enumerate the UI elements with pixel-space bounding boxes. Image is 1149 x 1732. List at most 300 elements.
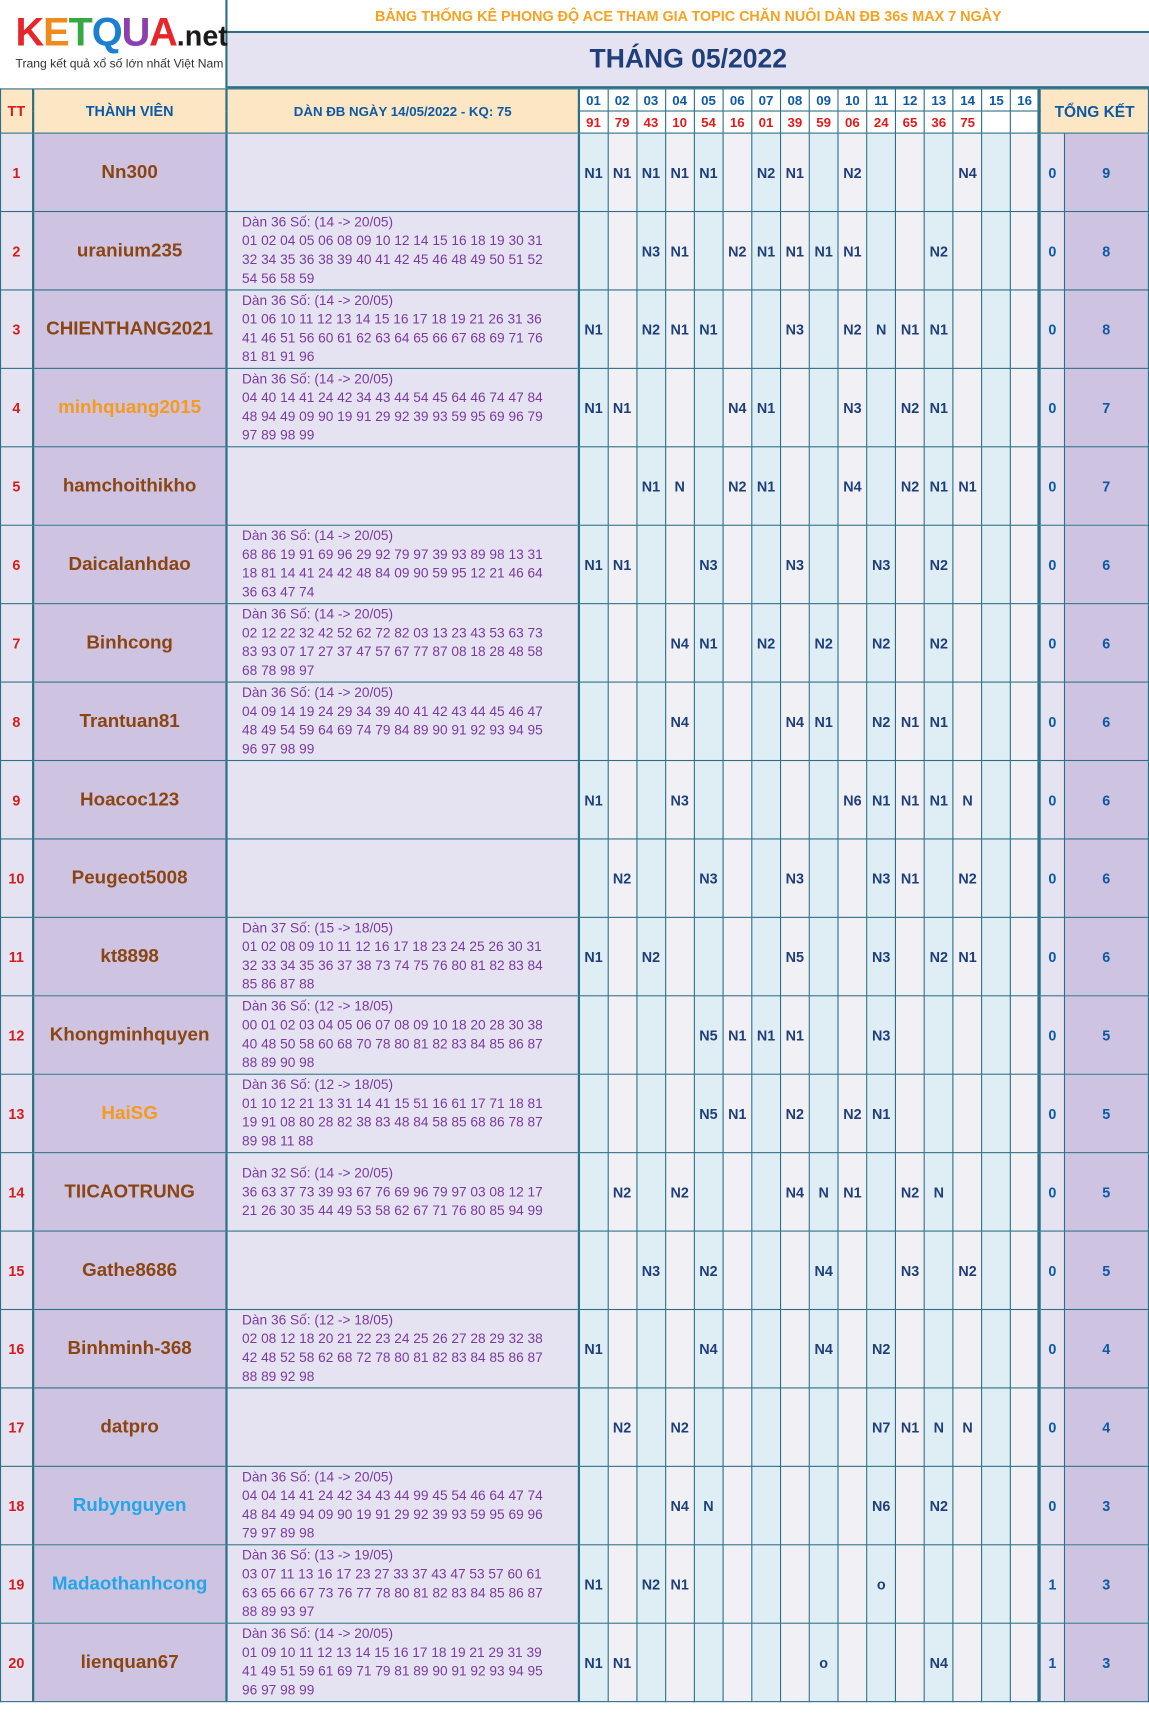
- day-mark: [752, 1545, 781, 1623]
- day-mark: [1011, 212, 1040, 290]
- row-number: 1: [1, 133, 33, 211]
- day-mark: [723, 604, 752, 682]
- day-mark: [579, 1466, 608, 1544]
- dan-numbers: [227, 996, 579, 1074]
- day-mark: N1: [636, 447, 665, 525]
- member-name: TIICAOTRUNG: [33, 1153, 227, 1231]
- total-hits: 0: [1040, 1388, 1064, 1466]
- day-mark: [896, 1310, 925, 1388]
- day-header: 11: [867, 89, 896, 111]
- total-count: 3: [1064, 1545, 1148, 1623]
- day-mark: [809, 996, 838, 1074]
- total-count: 6: [1064, 682, 1148, 760]
- day-mark: N1: [896, 839, 925, 917]
- dan-line: 02 12 22 32 42 52 62 72 82 03 13 23 43 53 63 73: [242, 625, 543, 641]
- day-mark: N1: [579, 525, 608, 603]
- row-number: 20: [1, 1623, 33, 1701]
- day-mark: N1: [838, 1153, 867, 1231]
- day-mark: N1: [896, 290, 925, 368]
- day-mark: [838, 1466, 867, 1544]
- day-mark: [982, 1153, 1011, 1231]
- day-mark: [665, 1074, 694, 1152]
- day-header: 12: [896, 89, 925, 111]
- day-mark: N2: [924, 917, 953, 995]
- day-mark: [665, 368, 694, 446]
- total-count: 4: [1064, 1310, 1148, 1388]
- dan-line: 40 48 50 58 60 68 70 78 80 81 82 83 84 85 86 87: [242, 1036, 543, 1052]
- dan-line: 89 98 11 88: [242, 1133, 314, 1149]
- day-mark: N3: [867, 839, 896, 917]
- day-mark: [752, 761, 781, 839]
- member-name: Khongminhquyen: [33, 996, 227, 1074]
- day-mark: N1: [752, 368, 781, 446]
- logo-letter: K: [15, 8, 44, 55]
- day-mark: [1011, 996, 1040, 1074]
- day-mark: N4: [723, 368, 752, 446]
- day-mark: [1011, 1623, 1040, 1701]
- day-mark: [608, 917, 637, 995]
- day-mark: N4: [809, 1231, 838, 1309]
- ketqua-logo[interactable]: [0, 0, 228, 88]
- day-mark: [896, 917, 925, 995]
- dan-line: 88 89 90 98: [242, 1054, 315, 1071]
- day-mark: [982, 1310, 1011, 1388]
- dan-line: 36 63 47 74: [242, 584, 315, 600]
- day-mark: o: [809, 1623, 838, 1701]
- dan-line: Dàn 36 Số: (14 -> 20/05): [242, 1625, 394, 1642]
- day-header: 01: [579, 89, 608, 111]
- day-mark: [608, 761, 637, 839]
- day-mark: [1011, 604, 1040, 682]
- day-mark: [982, 290, 1011, 368]
- day-mark: [636, 1074, 665, 1152]
- day-mark: [924, 1074, 953, 1152]
- day-mark: [579, 604, 608, 682]
- member-row: [1, 133, 1149, 211]
- dan-line: 83 93 07 17 27 37 47 57 67 77 87 08 18 28 48 58: [242, 643, 543, 660]
- day-mark: N1: [694, 604, 723, 682]
- day-mark: N: [924, 1388, 953, 1466]
- member-row: [1, 839, 1149, 917]
- sheet-banner: BẢNG THỐNG KÊ PHONG ĐỘ ACE THAM GIA TOPIC CHĂN NUÔI DÀN ĐB 36s MAX 7 NGÀY: [228, 0, 1149, 33]
- day-mark: [636, 1466, 665, 1544]
- day-mark: N2: [924, 525, 953, 603]
- day-mark: [982, 1545, 1011, 1623]
- day-mark: [924, 996, 953, 1074]
- day-mark: N7: [867, 1388, 896, 1466]
- day-mark: [953, 368, 982, 446]
- day-mark: [809, 1074, 838, 1152]
- day-mark: [694, 682, 723, 760]
- day-mark: [636, 1153, 665, 1231]
- member-name: Gathe8686: [33, 1231, 227, 1309]
- member-row: [1, 1388, 1149, 1466]
- day-mark: [780, 1623, 809, 1701]
- day-result: 16: [723, 111, 752, 133]
- member-name: kt8898: [33, 917, 227, 995]
- member-row: [1, 1466, 1149, 1544]
- day-mark: [896, 996, 925, 1074]
- total-hits: 0: [1040, 212, 1064, 290]
- total-hits: 0: [1040, 839, 1064, 917]
- day-mark: [896, 1545, 925, 1623]
- total-hits: 0: [1040, 761, 1064, 839]
- day-mark: [809, 1466, 838, 1544]
- day-mark: [579, 839, 608, 917]
- day-header: 04: [665, 89, 694, 111]
- day-mark: [752, 839, 781, 917]
- dan-line: Dàn 36 Số: (13 -> 19/05): [242, 1547, 394, 1564]
- logo-wordmark: [15, 9, 227, 55]
- day-mark: [694, 447, 723, 525]
- day-header: 08: [780, 89, 809, 111]
- day-mark: [896, 525, 925, 603]
- dan-numbers: [227, 1623, 579, 1701]
- day-header: 16: [1011, 89, 1040, 111]
- day-mark: [809, 917, 838, 995]
- member-row: [1, 1153, 1149, 1231]
- dan-line: Dàn 36 Số: (14 -> 20/05): [242, 527, 394, 544]
- member-name: CHIENTHANG2021: [33, 290, 227, 368]
- dan-line: 04 04 14 41 24 42 34 43 44 99 45 54 46 64 47 74: [242, 1487, 543, 1504]
- dan-line: 88 89 92 98: [242, 1368, 315, 1385]
- day-mark: [1011, 133, 1040, 211]
- dan-line: 04 09 14 19 24 29 34 39 40 41 42 43 44 45 46 47: [242, 703, 543, 720]
- row-number: 13: [1, 1074, 33, 1152]
- day-mark: [608, 1074, 637, 1152]
- day-mark: [1011, 1388, 1040, 1466]
- day-mark: [780, 1466, 809, 1544]
- day-mark: [579, 1153, 608, 1231]
- day-mark: [838, 996, 867, 1074]
- day-mark: N2: [608, 839, 637, 917]
- dan-numbers: [227, 1153, 579, 1231]
- dan-line: 02 08 12 18 20 21 22 23 24 25 26 27 28 29 32 38: [242, 1331, 543, 1347]
- dan-numbers: [227, 917, 579, 995]
- day-mark: N2: [608, 1153, 637, 1231]
- dan-line: 48 94 49 09 90 19 91 29 92 39 93 59 95 69 96 79: [242, 408, 543, 425]
- row-number: 6: [1, 525, 33, 603]
- day-mark: [982, 212, 1011, 290]
- day-mark: [1011, 1545, 1040, 1623]
- dan-line: 88 89 93 97: [242, 1603, 315, 1620]
- day-mark: N2: [953, 839, 982, 917]
- total-hits: 0: [1040, 1153, 1064, 1231]
- logo-letter: Q: [91, 8, 122, 55]
- row-number: 3: [1, 290, 33, 368]
- row-number: 12: [1, 996, 33, 1074]
- day-mark: [982, 447, 1011, 525]
- day-mark: N3: [780, 525, 809, 603]
- member-name: lienquan67: [33, 1623, 227, 1701]
- member-row: [1, 368, 1149, 446]
- dan-line: Dàn 36 Số: (14 -> 20/05): [242, 684, 394, 701]
- day-mark: [982, 1466, 1011, 1544]
- total-hits: 0: [1040, 1074, 1064, 1152]
- day-mark: N1: [608, 133, 637, 211]
- day-mark: [579, 447, 608, 525]
- total-hits: 0: [1040, 368, 1064, 446]
- day-mark: N: [924, 1153, 953, 1231]
- day-mark: [953, 682, 982, 760]
- day-mark: N2: [867, 1310, 896, 1388]
- dan-line: 41 49 51 59 61 69 71 79 81 89 90 91 92 93 94 95: [242, 1663, 543, 1679]
- day-mark: [608, 290, 637, 368]
- day-mark: N: [953, 761, 982, 839]
- day-mark: [665, 917, 694, 995]
- day-mark: [953, 1623, 982, 1701]
- total-hits: 1: [1040, 1623, 1064, 1701]
- member-name: Binhminh-368: [33, 1310, 227, 1388]
- day-mark: N1: [665, 212, 694, 290]
- day-mark: [1011, 447, 1040, 525]
- day-mark: [780, 1231, 809, 1309]
- day-mark: N1: [579, 761, 608, 839]
- day-mark: [867, 133, 896, 211]
- row-number: 19: [1, 1545, 33, 1623]
- day-mark: N1: [780, 133, 809, 211]
- member-row: [1, 1310, 1149, 1388]
- day-mark: [953, 290, 982, 368]
- total-hits: 0: [1040, 604, 1064, 682]
- day-mark: N2: [896, 447, 925, 525]
- day-mark: [608, 1466, 637, 1544]
- total-hits: 0: [1040, 133, 1064, 211]
- day-mark: N1: [838, 212, 867, 290]
- day-mark: N2: [636, 290, 665, 368]
- day-mark: [752, 1388, 781, 1466]
- day-mark: [1011, 761, 1040, 839]
- day-mark: N1: [924, 368, 953, 446]
- day-mark: N2: [838, 1074, 867, 1152]
- logo-letter: T: [68, 8, 92, 55]
- day-mark: N1: [665, 290, 694, 368]
- day-mark: N2: [636, 917, 665, 995]
- total-count: 9: [1064, 133, 1148, 211]
- day-mark: N1: [694, 290, 723, 368]
- day-mark: N4: [809, 1310, 838, 1388]
- total-count: 4: [1064, 1388, 1148, 1466]
- day-mark: [723, 1545, 752, 1623]
- day-mark: [723, 682, 752, 760]
- day-mark: N1: [579, 1310, 608, 1388]
- day-mark: [809, 133, 838, 211]
- row-number: 17: [1, 1388, 33, 1466]
- day-mark: N1: [896, 761, 925, 839]
- day-mark: N2: [867, 604, 896, 682]
- day-mark: N2: [896, 368, 925, 446]
- day-mark: N1: [608, 525, 637, 603]
- dan-line: 97 89 98 99: [242, 427, 315, 443]
- day-mark: [838, 1388, 867, 1466]
- member-row: [1, 682, 1149, 760]
- dan-numbers: [227, 1231, 579, 1309]
- day-mark: [723, 917, 752, 995]
- day-mark: [953, 212, 982, 290]
- day-mark: [694, 212, 723, 290]
- day-mark: [780, 447, 809, 525]
- day-mark: [867, 447, 896, 525]
- day-mark: [1011, 1153, 1040, 1231]
- day-mark: N1: [953, 917, 982, 995]
- day-mark: [723, 525, 752, 603]
- day-mark: N4: [780, 682, 809, 760]
- day-mark: N1: [579, 133, 608, 211]
- day-mark: [809, 839, 838, 917]
- day-mark: [1011, 839, 1040, 917]
- day-mark: [780, 604, 809, 682]
- day-mark: [665, 1310, 694, 1388]
- day-mark: N3: [867, 525, 896, 603]
- day-mark: [953, 1153, 982, 1231]
- day-mark: [809, 761, 838, 839]
- day-mark: N4: [838, 447, 867, 525]
- day-mark: [780, 1545, 809, 1623]
- total-hits: 0: [1040, 1231, 1064, 1309]
- total-count: 6: [1064, 604, 1148, 682]
- day-mark: N3: [636, 212, 665, 290]
- day-mark: [694, 761, 723, 839]
- day-mark: [752, 525, 781, 603]
- day-mark: [1011, 525, 1040, 603]
- member-row: [1, 761, 1149, 839]
- dan-line: Dàn 37 Số: (15 -> 18/05): [242, 920, 394, 936]
- row-number: 18: [1, 1466, 33, 1544]
- dan-line: 32 33 34 35 36 37 38 73 74 75 76 80 81 82 83 84: [242, 957, 543, 974]
- row-number: 10: [1, 839, 33, 917]
- dan-line: Dàn 36 Số: (14 -> 20/05): [242, 606, 394, 622]
- dan-numbers: [227, 682, 579, 760]
- day-mark: [723, 1623, 752, 1701]
- day-mark: [1011, 1466, 1040, 1544]
- day-result: 59: [809, 111, 838, 133]
- stats-table: [0, 88, 1149, 1702]
- day-mark: N: [867, 290, 896, 368]
- day-mark: [953, 1310, 982, 1388]
- day-mark: [982, 368, 1011, 446]
- day-header: 09: [809, 89, 838, 111]
- day-mark: [953, 1466, 982, 1544]
- day-mark: [924, 1545, 953, 1623]
- dan-numbers: [227, 1388, 579, 1466]
- day-mark: N2: [665, 1153, 694, 1231]
- day-result: 06: [838, 111, 867, 133]
- day-header: 05: [694, 89, 723, 111]
- dan-line: Dàn 36 Số: (12 -> 18/05): [242, 1312, 394, 1328]
- member-row: [1, 1623, 1149, 1701]
- day-header: 06: [723, 89, 752, 111]
- dan-line: 00 01 02 03 04 05 06 07 08 09 10 18 20 28 30 38: [242, 1017, 543, 1033]
- total-hits: 1: [1040, 1545, 1064, 1623]
- day-mark: N4: [694, 1310, 723, 1388]
- day-mark: N1: [608, 368, 637, 446]
- dan-line: 04 40 14 41 24 42 34 43 44 54 45 64 46 74 47 84: [242, 389, 543, 406]
- dan-numbers: [227, 1074, 579, 1152]
- day-mark: [838, 1231, 867, 1309]
- total-count: 6: [1064, 525, 1148, 603]
- day-mark: [723, 1388, 752, 1466]
- day-mark: N: [694, 1466, 723, 1544]
- day-mark: N3: [867, 996, 896, 1074]
- dan-line: 63 65 66 67 73 76 77 78 80 81 82 83 84 85 86 87: [242, 1585, 543, 1601]
- total-hits: 0: [1040, 682, 1064, 760]
- day-mark: N3: [780, 290, 809, 368]
- day-mark: N2: [780, 1074, 809, 1152]
- day-mark: N2: [867, 682, 896, 760]
- day-header: 02: [608, 89, 637, 111]
- dan-line: 54 56 58 59: [242, 270, 315, 287]
- day-mark: N4: [953, 133, 982, 211]
- day-mark: [608, 1310, 637, 1388]
- dan-line: 96 97 98 99: [242, 741, 315, 757]
- day-mark: [953, 525, 982, 603]
- day-mark: [982, 917, 1011, 995]
- dan-line: Dàn 36 Số: (14 -> 20/05): [242, 292, 394, 309]
- column-header-tt: TT: [1, 89, 33, 133]
- member-row: [1, 996, 1149, 1074]
- dan-numbers: [227, 133, 579, 211]
- total-count: 5: [1064, 996, 1148, 1074]
- member-name: datpro: [33, 1388, 227, 1466]
- day-mark: [982, 996, 1011, 1074]
- member-name: Trantuan81: [33, 682, 227, 760]
- day-mark: N1: [665, 1545, 694, 1623]
- day-mark: [723, 839, 752, 917]
- total-hits: 0: [1040, 290, 1064, 368]
- member-row: [1, 1074, 1149, 1152]
- day-mark: N1: [636, 133, 665, 211]
- day-mark: [752, 290, 781, 368]
- day-mark: [809, 525, 838, 603]
- day-mark: [752, 1231, 781, 1309]
- dan-line: Dàn 36 Số: (12 -> 18/05): [242, 998, 394, 1015]
- day-mark: [867, 368, 896, 446]
- day-result: 43: [636, 111, 665, 133]
- day-mark: [838, 525, 867, 603]
- day-mark: [636, 682, 665, 760]
- day-mark: N1: [924, 682, 953, 760]
- dan-line: 01 06 10 11 12 13 14 15 16 17 18 19 21 26 31 36: [242, 311, 542, 327]
- total-count: 7: [1064, 447, 1148, 525]
- member-name: Madaothanhcong: [33, 1545, 227, 1623]
- day-mark: [752, 1153, 781, 1231]
- day-mark: [982, 839, 1011, 917]
- day-mark: [809, 1545, 838, 1623]
- dan-line: 19 91 08 80 28 82 38 83 48 84 58 85 68 86 78 87: [242, 1114, 543, 1131]
- total-count: 6: [1064, 761, 1148, 839]
- dan-line: 21 26 30 35 44 49 53 58 62 67 71 76 80 85 94 99: [242, 1202, 543, 1218]
- dan-line: Dàn 36 Số: (14 -> 20/05): [242, 214, 394, 230]
- day-mark: [780, 1310, 809, 1388]
- day-mark: N1: [867, 761, 896, 839]
- day-result: 24: [867, 111, 896, 133]
- total-hits: 0: [1040, 917, 1064, 995]
- total-count: 7: [1064, 368, 1148, 446]
- day-header: 10: [838, 89, 867, 111]
- member-row: [1, 212, 1149, 290]
- day-mark: N4: [665, 1466, 694, 1544]
- day-mark: N5: [694, 1074, 723, 1152]
- member-name: Binhcong: [33, 604, 227, 682]
- member-name: Peugeot5008: [33, 839, 227, 917]
- day-header: 03: [636, 89, 665, 111]
- day-mark: [636, 525, 665, 603]
- row-number: 14: [1, 1153, 33, 1231]
- day-mark: [809, 368, 838, 446]
- day-mark: N1: [579, 1545, 608, 1623]
- day-header: 13: [924, 89, 953, 111]
- day-mark: [665, 525, 694, 603]
